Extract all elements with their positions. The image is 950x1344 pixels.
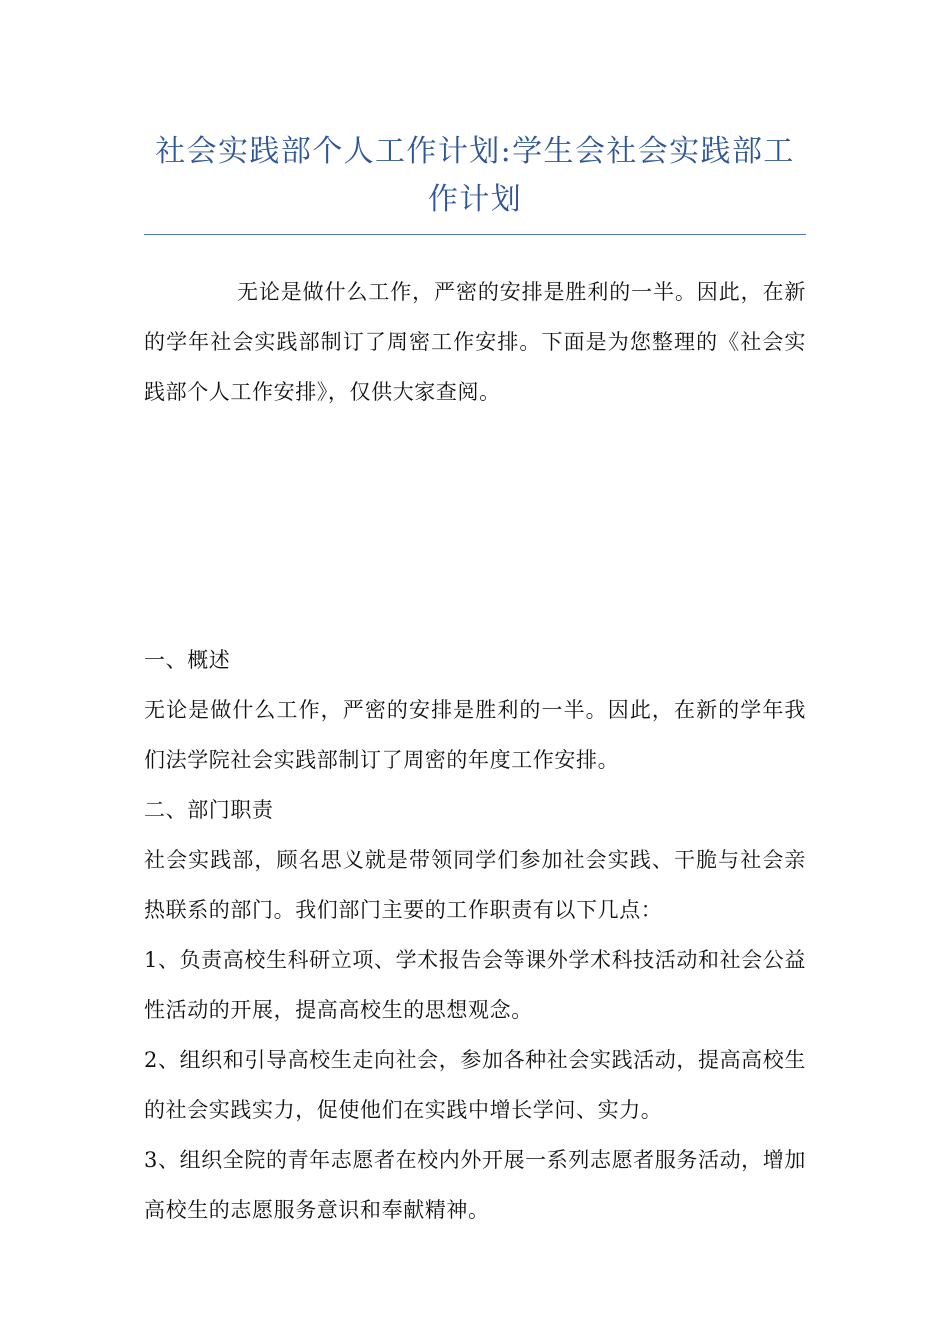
document-page: [144, 0, 806, 1235]
title-underline: [144, 234, 806, 235]
list-item: 2、组织和引导高校生走向社会，参加各种社会实践活动，提高高校生的社会实践实力，促使他们在实践中增长学问、实力。: [144, 1048, 806, 1122]
section-heading-overview: 一、概述: [144, 648, 231, 672]
list-item: 1、负责高校生科研立项、学术报告会等课外学术科技活动和社会公益性活动的开展，提高高校生的思想观念。: [144, 948, 806, 1022]
section-heading-duties: 二、部门职责: [144, 798, 274, 822]
document-body: [144, 635, 806, 1235]
body-paragraph: 无论是做什么工作，严密的安排是胜利的一半。因此，在新的学年我们法学院社会实践部制订了周密的年度工作安排。: [144, 698, 806, 772]
document-title: 社会实践部个人工作计划:学生会社会实践部工作计划: [155, 134, 795, 217]
body-paragraph: 社会实践部，顾名思义就是带领同学们参加社会实践、干脆与社会亲热联系的部门。我们部门主要的工作职责有以下几点：: [144, 848, 806, 922]
intro-paragraph: 无论是做什么工作，严密的安排是胜利的一半。因此，在新的学年社会实践部制订了周密工作安排。下面是为您整理的《社会实践部个人工作安排》，仅供大家查阅。: [144, 280, 806, 404]
list-item: 3、组织全院的青年志愿者在校内外开展一系列志愿者服务活动，增加高校生的志愿服务意识和奉献精神。: [144, 1148, 806, 1222]
